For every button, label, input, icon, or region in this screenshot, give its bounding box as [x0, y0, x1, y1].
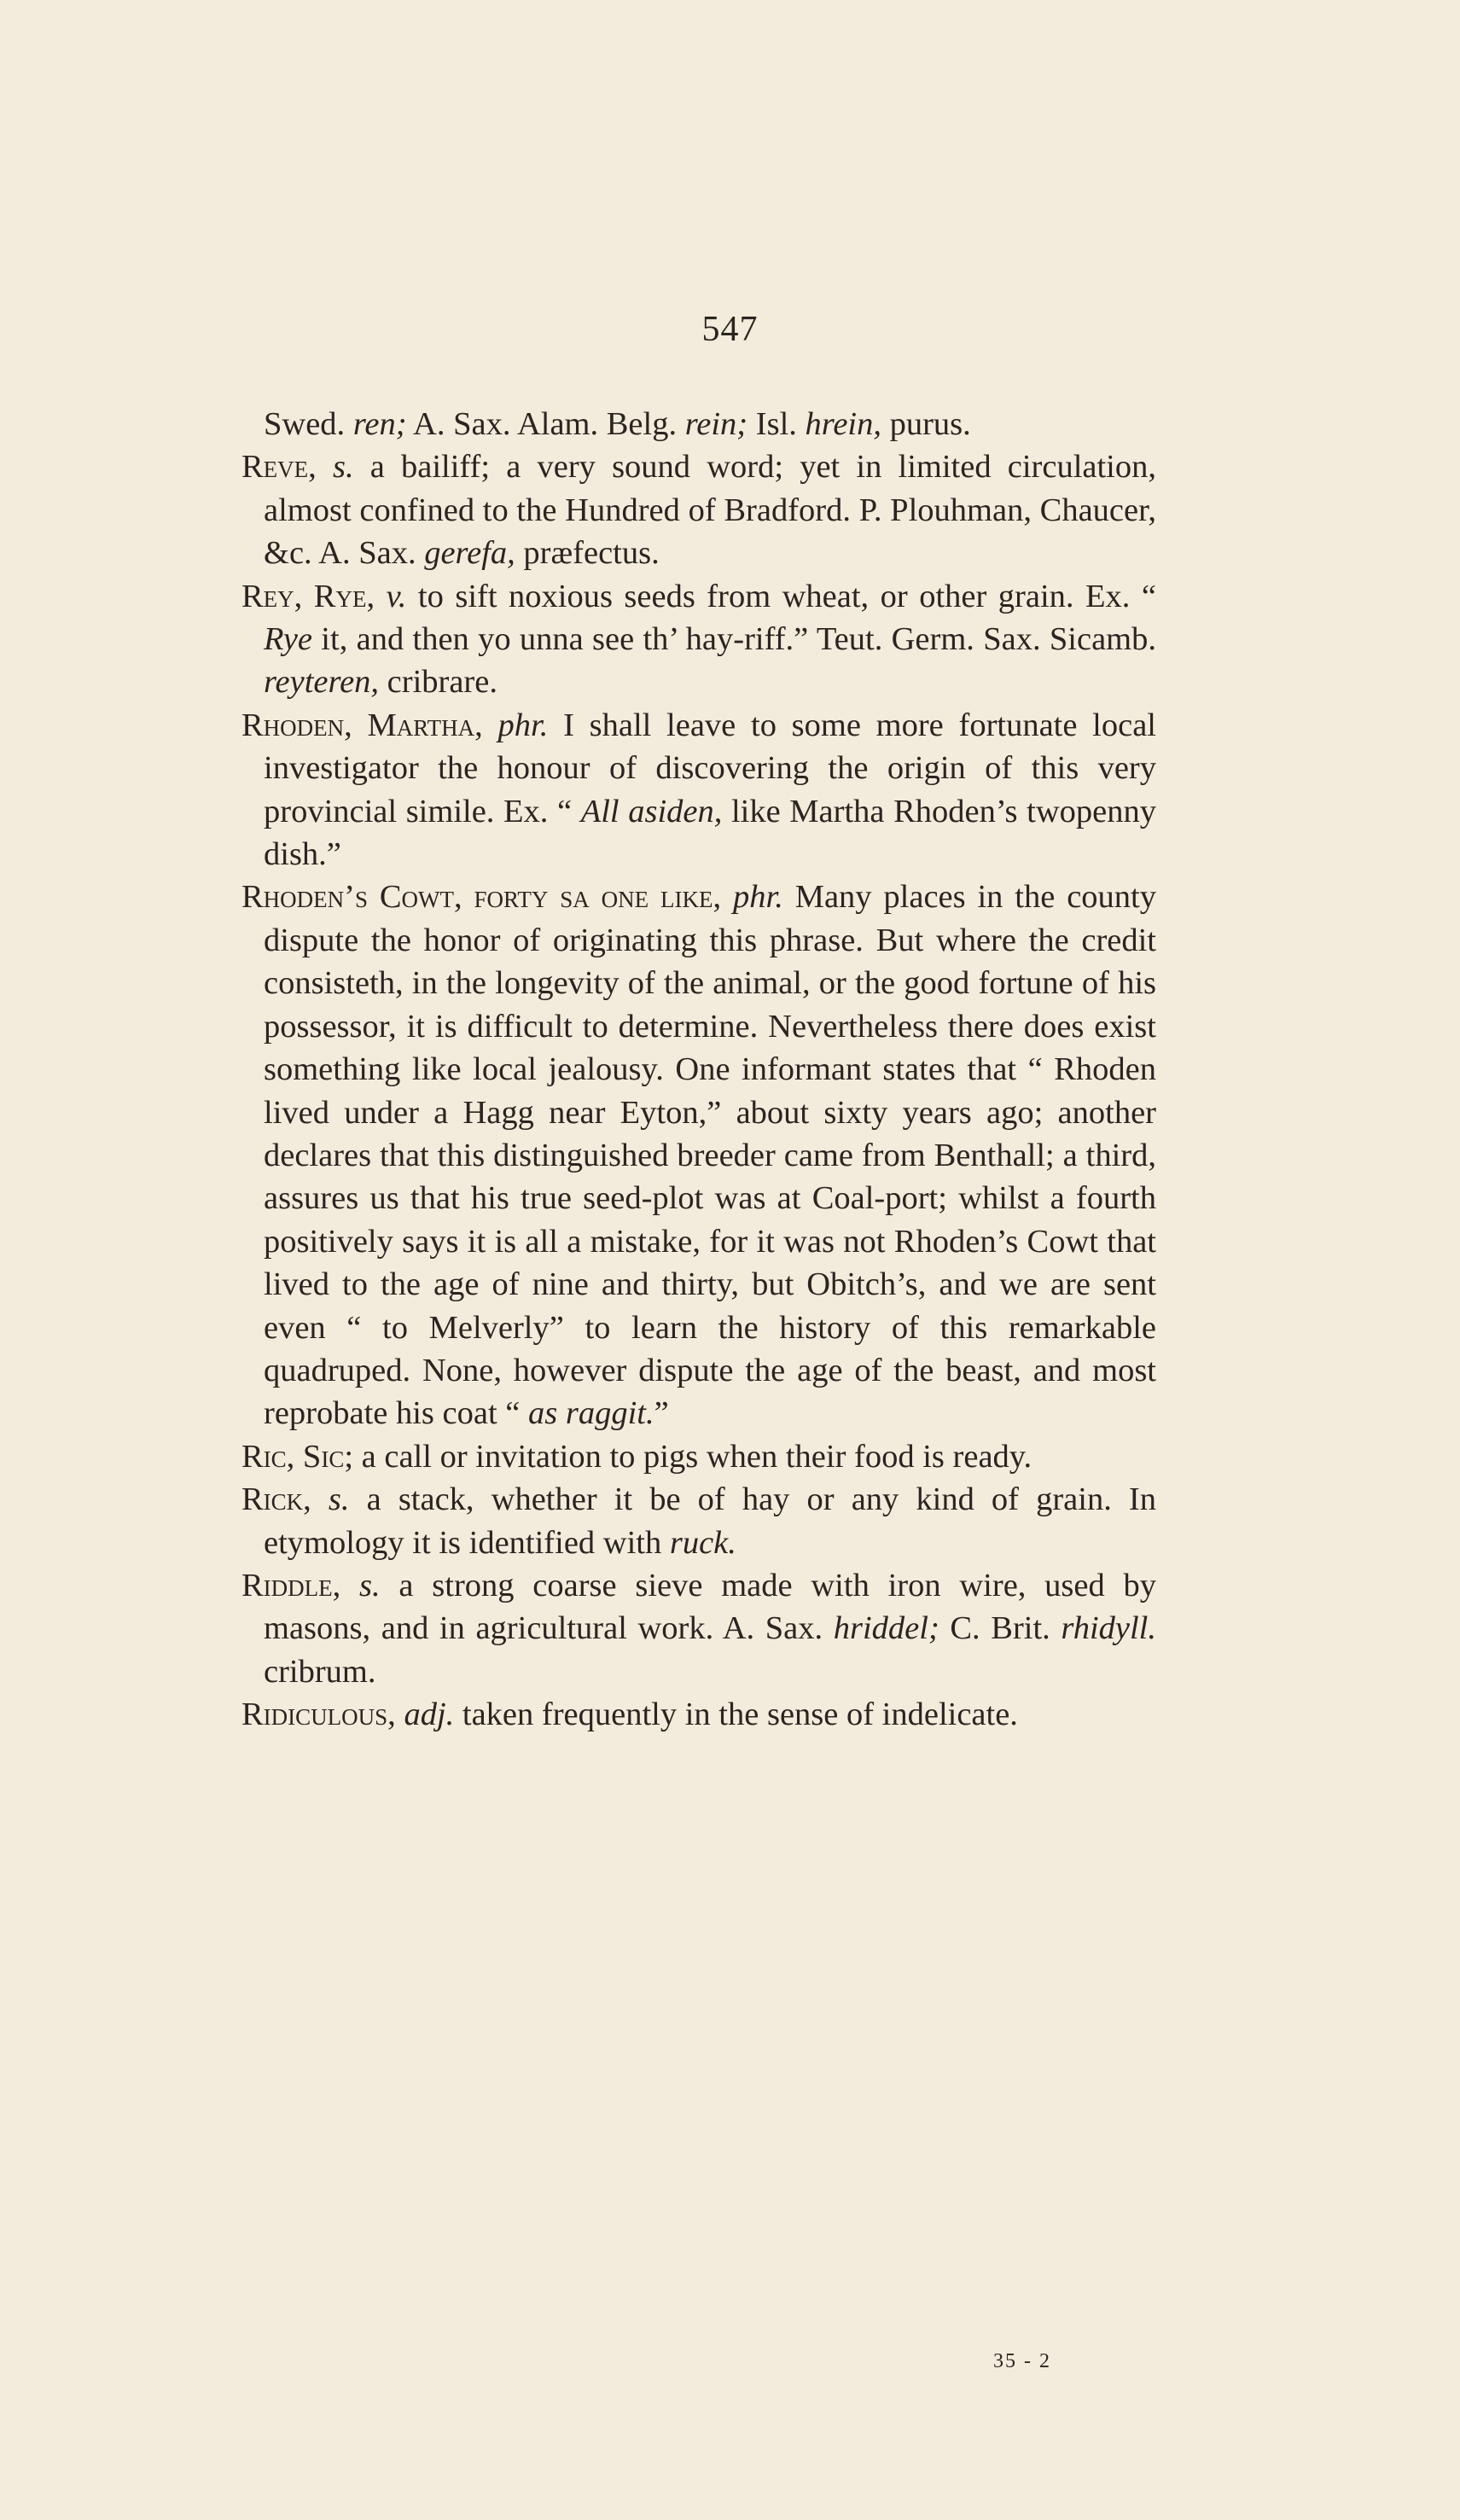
glossary-entry: [241, 1693, 1156, 1736]
entry-text: [721, 879, 733, 915]
entry-text: Swed.: [264, 406, 353, 442]
entry-text: purus.: [881, 406, 971, 442]
italic-term: ruck.: [669, 1524, 736, 1561]
italic-term: hrein,: [805, 406, 881, 442]
headword: Ridiculous,: [241, 1696, 396, 1733]
entry-text: [396, 1696, 404, 1732]
italic-term: Rye: [264, 621, 312, 658]
headword: Rey, Rye,: [241, 578, 375, 614]
italic-term: s.: [332, 449, 354, 486]
italic-term: hriddel;: [833, 1610, 939, 1647]
headword: Rhoden’s Cowt, forty sa one like,: [241, 879, 722, 916]
entry-text: cribrare.: [379, 664, 497, 701]
italic-term: gerefa,: [424, 535, 515, 572]
entry-text: a strong coarse sieve made with iron wire, used by masons, and in agricultural work. A. Sax.: [264, 1567, 1157, 1647]
entry-text: [483, 707, 498, 743]
page-number: 547: [701, 310, 759, 349]
glossary-text: [241, 403, 1156, 1737]
glossary-entry: [241, 1478, 1156, 1564]
glossary-entry: [241, 1435, 1156, 1478]
entry-continuation: [241, 403, 1156, 445]
glossary-entry: [241, 1564, 1156, 1693]
glossary-entry: [241, 704, 1156, 876]
entry-text: ”: [654, 1395, 669, 1432]
entry-text: a call or invitation to pigs when their food is ready.: [353, 1438, 1032, 1475]
entry-text: to sift noxious seeds from wheat, or other grain. Ex. “: [406, 578, 1156, 614]
entry-text: [317, 449, 333, 485]
headword: Riddle,: [241, 1567, 341, 1603]
entry-text: a bailiff; a very sound word; yet in limited circulation, almost confined to the Hundred of Bradford. P. Plouhman, Chaucer, &c. A. Sax.: [264, 449, 1156, 572]
entry-text: A. Sax. Alam. Belg.: [406, 406, 685, 442]
entry-text: Isl.: [747, 406, 806, 442]
entry-text: [340, 1568, 359, 1603]
headword: Ric, Sic;: [241, 1438, 354, 1475]
entry-text: cribrum.: [264, 1653, 376, 1690]
italic-term: ren;: [352, 406, 407, 442]
entry-text: [375, 579, 386, 614]
italic-term: phr.: [733, 879, 783, 916]
glossary-entry: [241, 876, 1156, 1435]
entry-text: [311, 1481, 329, 1517]
italic-term: s.: [328, 1481, 350, 1518]
italic-term: phr.: [497, 707, 549, 743]
entry-text: præfectus.: [515, 535, 660, 572]
headword: Reve,: [241, 449, 317, 486]
italic-term: reyteren,: [264, 664, 380, 701]
entry-text: a stack, whether it be of hay or any kind of grain. In etymology it is identified with: [264, 1481, 1157, 1561]
italic-term: as raggit.: [528, 1395, 654, 1432]
entry-text: I shall leave to some more fortunate local investigator the honour of discovering the origin of this very provincial simile. Ex. “: [264, 707, 1157, 829]
entry-text: taken frequently in the sense of indelicate.: [454, 1696, 1018, 1733]
headword: Rhoden, Martha,: [241, 707, 483, 743]
italic-term: adj.: [404, 1696, 455, 1733]
entry-text: Many places in the county dispute the honor of originating this phrase. But where the credit consisteth, in the longevity of the animal, or the good fortune of his possessor, it is difficult to determine. Nevertheless there does exist something like local jealousy. One informant states that “ Rhoden lived under a Hagg near Eyton,” about sixty years ago; another declares that this distinguished breeder came from Benthall; a third, assures us that his true seed-plot was at Coal-port; whilst a fourth positively says it is all a mistake, for it was not Rhoden’s Cowt that lived to the age of nine and thirty, but Obitch’s, and we are sent even “ to Melverly” to learn the history of this remarkable quadruped. None, however dispute the age of the beast, and most reprobate his coat “: [264, 879, 1157, 1432]
italic-term: s.: [359, 1567, 381, 1603]
printer-signature-mark: 35 - 2: [993, 2350, 1051, 2372]
glossary-entry: [241, 575, 1156, 704]
italic-term: rhidyll.: [1061, 1610, 1156, 1647]
entry-text: C. Brit.: [939, 1610, 1062, 1647]
glossary-entry: [241, 445, 1156, 574]
entry-text: like Martha Rhoden’s twopenny dish.”: [264, 793, 1156, 873]
italic-term: All asiden,: [580, 793, 723, 829]
italic-term: v.: [386, 578, 407, 614]
italic-term: rein;: [684, 406, 748, 442]
headword: Rick,: [241, 1481, 311, 1518]
entry-text: it, and then yo unna see th’ hay-riff.” Teut. Germ. Sax. Sicamb.: [312, 621, 1156, 658]
